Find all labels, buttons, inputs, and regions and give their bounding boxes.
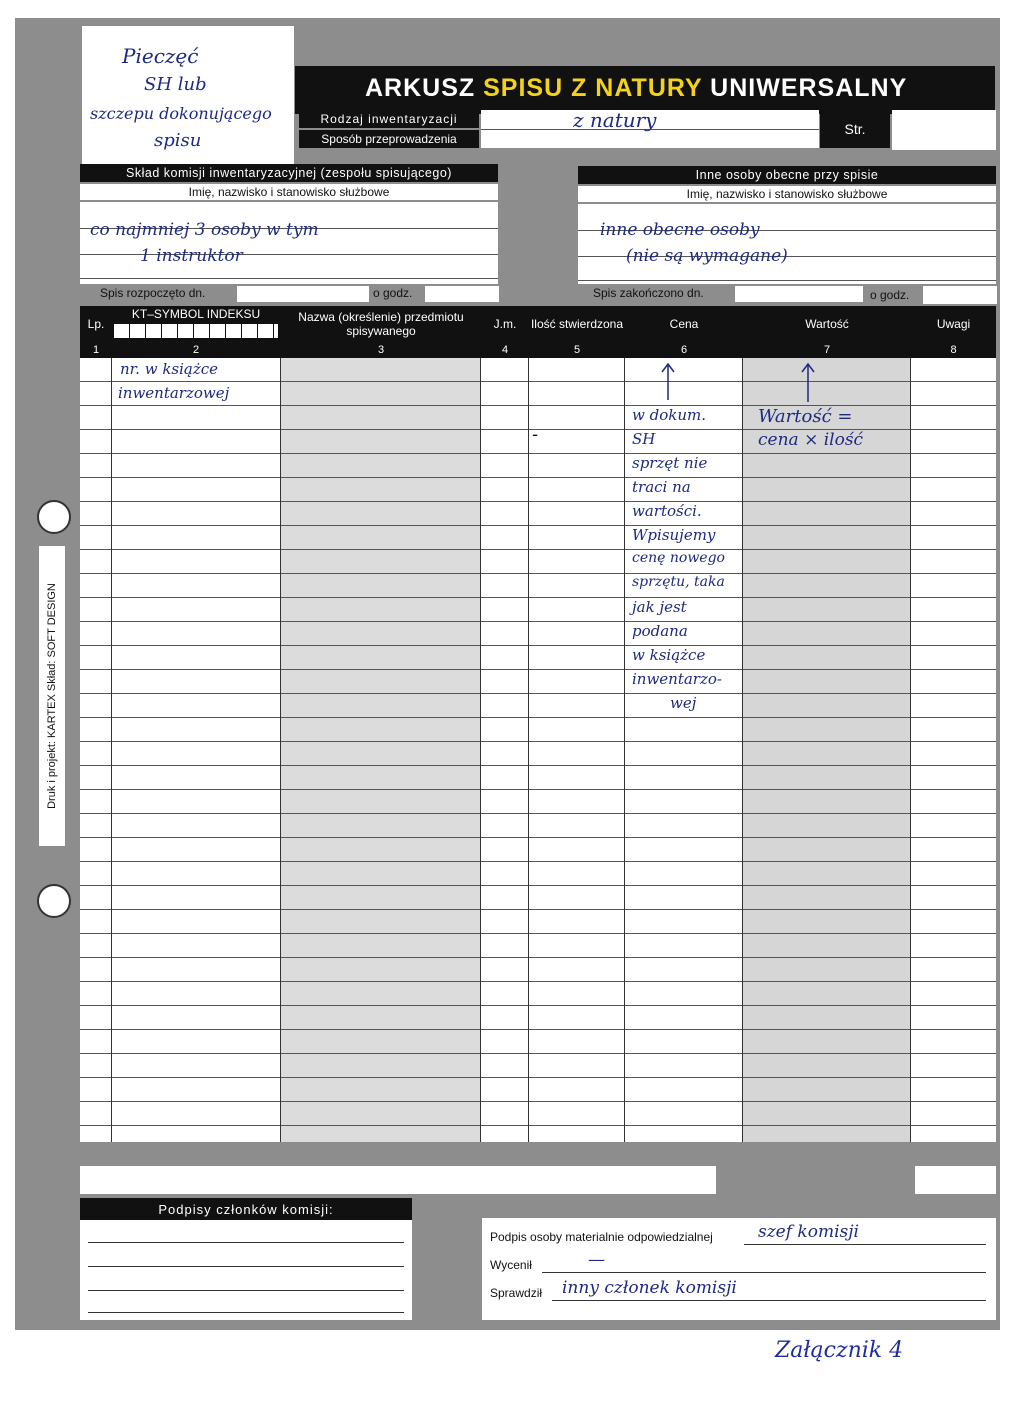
note-price-8: sprzętu, taka (632, 574, 725, 590)
rodzaj-value: z natury (573, 108, 657, 132)
side-print-strip (39, 546, 65, 846)
note-index-2: inwentarzowej (118, 384, 230, 402)
note-index-1: nr. w książce (120, 360, 219, 378)
arrow-up-value-icon (800, 362, 816, 404)
col-num-4: 4 (501, 344, 509, 356)
checked-by-label: Sprawdził (490, 1286, 543, 1300)
inventory-sheet (15, 18, 1000, 1330)
others-hw-2: (nie są wymagane) (626, 246, 788, 266)
note-price-2: SH (632, 430, 656, 448)
col-header-price: Cena (669, 317, 699, 331)
checked-by-value: inny członek komisji (562, 1278, 737, 1298)
rodzaj-field[interactable] (481, 110, 819, 148)
col-header-jm: J.m. (493, 317, 517, 331)
sheet-title (365, 74, 907, 103)
annex-label-bottom: Załącznik 4 (775, 1338, 904, 1363)
note-price-11: w książce (632, 646, 706, 664)
str-label: Str. (820, 110, 890, 148)
note-price-12: inwentarzo- (632, 670, 722, 688)
stamp-line-3: szczepu dokonującego (90, 104, 272, 123)
col-header-name: Nazwa (określenie) przedmiotu spisywanego (298, 310, 464, 338)
committee-signatures-box[interactable] (80, 1220, 412, 1320)
end-date-label: Spis zakończono dn. (593, 286, 704, 300)
col-num-1: 1 (92, 344, 100, 356)
col-num-3: 3 (377, 344, 385, 356)
note-value-2: cena × ilość (758, 430, 864, 450)
table-body[interactable] (80, 358, 996, 1142)
committee-box[interactable] (80, 202, 498, 284)
note-price-3: sprzęt nie (632, 454, 708, 472)
note-price-7: cenę nowego (632, 550, 725, 566)
note-price-9: jak jest (632, 598, 687, 616)
note-price-10: podana (632, 622, 688, 640)
title-part-2: SPISU Z NATURY (483, 74, 703, 102)
others-header: Inne osoby obecne przy spisie (578, 166, 996, 184)
committee-header: Skład komisji inwentaryzacyjnej (zespołu spisującego) (80, 164, 498, 182)
note-dash: - (532, 424, 539, 445)
approval-box (482, 1218, 996, 1320)
col-header-qty: Ilość stwierdzona (530, 317, 624, 331)
start-date-field[interactable] (237, 286, 369, 302)
note-price-5: wartości. (632, 502, 702, 520)
binder-hole-top (37, 500, 71, 534)
col-num-7: 7 (823, 344, 831, 356)
material-resp-label: Podpis osoby materialnie odpowiedzialnej (490, 1230, 713, 1244)
sposob-label: Sposób przeprowadzenia (299, 130, 479, 148)
index-digit-boxes (114, 324, 278, 338)
note-price-6: Wpisujemy (632, 526, 716, 544)
bottom-strip-right (915, 1166, 996, 1194)
stamp-line-2: SH lub (144, 74, 207, 95)
stamp-box (82, 26, 294, 166)
stamp-line-1: Pieczęć (122, 44, 199, 68)
start-hour-field[interactable] (425, 286, 499, 302)
title-part-3: UNIWERSALNY (702, 74, 908, 102)
signatures-header: Podpisy członków komisji: (80, 1198, 412, 1220)
end-hour-label: o godz. (870, 288, 910, 302)
col-header-lp: Lp. (87, 317, 105, 331)
start-date-label: Spis rozpoczęto dn. (100, 286, 206, 300)
col-header-notes: Uwagi (936, 317, 971, 331)
end-hour-field[interactable] (923, 286, 997, 304)
committee-sub: Imię, nazwisko i stanowisko służbowe (80, 184, 498, 200)
title-bar (295, 66, 995, 114)
note-value-1: Wartość = (758, 406, 853, 427)
col-num-2: 2 (192, 344, 200, 356)
others-box[interactable] (578, 204, 996, 284)
end-date-field[interactable] (735, 286, 863, 302)
committee-hw-2: 1 instruktor (140, 246, 243, 266)
str-field[interactable] (892, 110, 996, 150)
col-header-value: Wartość (805, 317, 849, 331)
start-hour-label: o godz. (373, 286, 413, 300)
note-price-13: wej (670, 694, 697, 712)
material-resp-value: szef komisji (758, 1222, 859, 1242)
priced-by-label: Wycenił (490, 1258, 532, 1272)
stamp-line-4: spisu (154, 130, 202, 151)
others-hw-1: inne obecne osoby (600, 220, 760, 240)
arrow-up-price-icon (660, 362, 676, 402)
binder-hole-bottom (37, 884, 71, 918)
side-print-text: Druk i projekt: KARTEX Skład: SOFT DESIGN (46, 583, 58, 809)
title-part-1: ARKUSZ (365, 74, 484, 102)
col-num-5: 5 (573, 344, 581, 356)
note-price-1: w dokum. (632, 406, 706, 424)
others-sub: Imię, nazwisko i stanowisko służbowe (578, 186, 996, 202)
bottom-strip (80, 1166, 716, 1194)
col-num-6: 6 (680, 344, 688, 356)
priced-by-value: — (588, 1250, 605, 1270)
rodzaj-label: Rodzaj inwentaryzacji (299, 110, 479, 128)
note-price-4: traci na (632, 478, 691, 496)
col-num-8: 8 (950, 344, 957, 356)
col-header-index: KT–SYMBOL INDEKSU (131, 307, 261, 321)
committee-hw-1: co najmniej 3 osoby w tym (90, 220, 319, 240)
